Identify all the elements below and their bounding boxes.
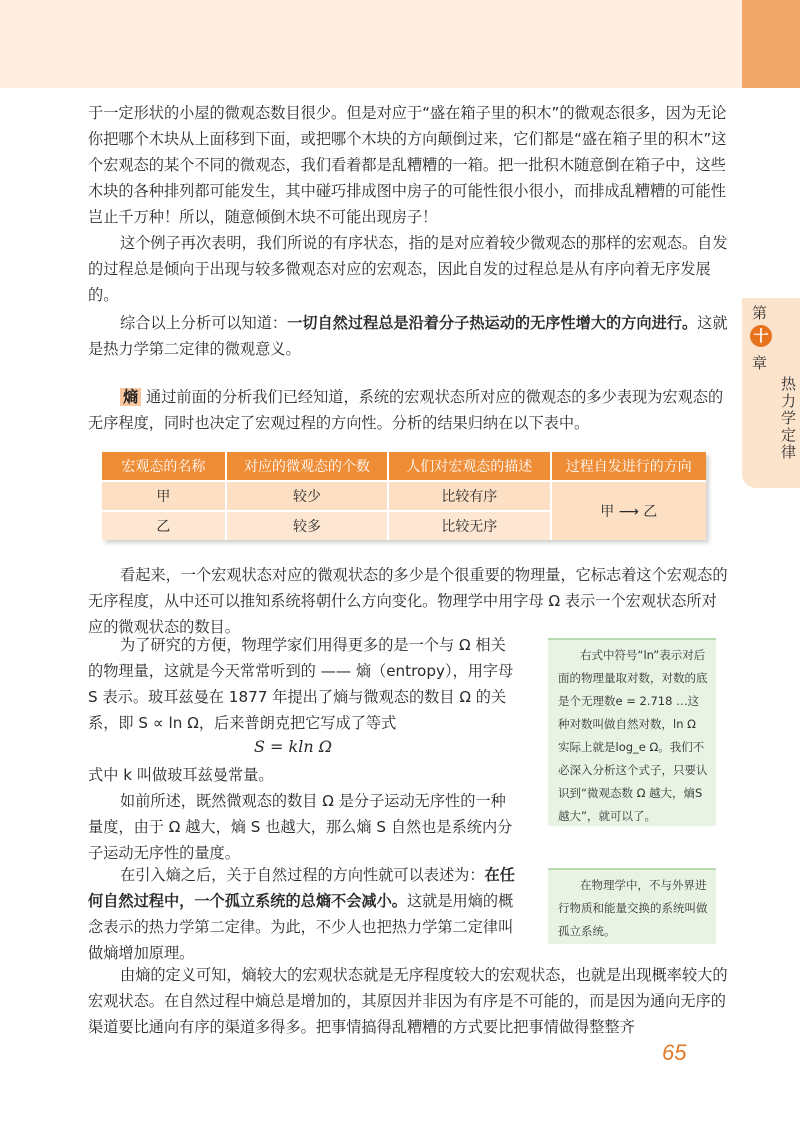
sidenote-isolated-text: 在物理学中，不与外界进行物质和能量交换的系统叫做孤立系统。 bbox=[558, 878, 708, 938]
p9-tail: 这就是用熵的概念表示的热力学第二定律。为此，不少人也把热力学第二定律叫做熵增加原理。 bbox=[88, 892, 514, 962]
chapter-title: 热力学定律 bbox=[779, 376, 797, 461]
p9-lead: 在引入熵之后，关于自然过程的方向性就可以表述为： bbox=[120, 866, 485, 884]
chapter-number: 十 bbox=[750, 325, 772, 347]
paragraph-7: 式中 k 叫做玻耳兹曼常量。 bbox=[88, 766, 274, 784]
chapter-tab bbox=[742, 298, 800, 488]
table-cell: 比较有序 bbox=[388, 481, 550, 511]
table-header: 宏观态的名称 bbox=[102, 452, 226, 481]
term-entropy: 熵 bbox=[120, 388, 141, 406]
p3-emphasis: 一切自然过程总是沿着分子热运动的无序性增大的方向进行。 bbox=[287, 314, 698, 332]
table-cell: 较少 bbox=[226, 481, 388, 511]
macrostate-table bbox=[102, 452, 706, 540]
paragraph-3 bbox=[88, 310, 728, 362]
p3-lead: 综合以上分析可以知道： bbox=[120, 314, 288, 332]
formula-entropy: S = kln Ω bbox=[254, 737, 333, 756]
sidenote-isolated-system bbox=[548, 868, 716, 944]
table-header: 人们对宏观态的描述 bbox=[388, 452, 550, 481]
paragraph-1: 于一定形状的小屋的微观态数目很少。但是对应于“盛在箱子里的积木”的微观态很多，因为无论你把哪个木块从上面移到下面，或把哪个木块的方向颠倒过来，它们都是“盛在箱子里的积木”这个宏观态的某个不同的微观态，我们看着都是乱糟糟的一箱。把一批积木随意倒在箱子中，这些木块的各种排列都可能发生，其中碰巧排成图中房子的可能性很小很小，而排成乱糟糟的可能性岂止千万种！所以，随意倾倒木块不可能出现房子！ bbox=[88, 104, 727, 226]
paragraph-entropy-intro bbox=[88, 384, 728, 436]
table-cell: 较多 bbox=[226, 511, 388, 540]
page-number: 65 bbox=[662, 1040, 687, 1065]
p4-text: 通过前面的分析我们已经知道，系统的宏观状态所对应的微观态的多少表现为宏观态的无序程度，同时也决定了宏观过程的方向性。分析的结果归纳在以下表中。 bbox=[88, 388, 724, 432]
table-header: 过程自发进行的方向 bbox=[551, 452, 707, 481]
table-header-row bbox=[102, 452, 706, 481]
paragraph-8: 如前所述，既然微观态的数目 Ω 是分子运动无序性的一种量度，由于 Ω 越大，熵 S 也越大，那么熵 S 自然也是系统内分子运动无序性的量度。 bbox=[88, 792, 513, 862]
table-cell: 乙 bbox=[102, 511, 226, 540]
paragraph-5: 看起来，一个宏观状态对应的微观状态的多少是个很重要的物理量，它标志着这个宏观态的无序程度，从中还可以推知系统将朝什么方向变化。物理学中用字母 Ω 表示一个宏观状态所对应的微观状态的数目。 bbox=[88, 566, 728, 636]
paragraph-10: 由熵的定义可知，熵较大的宏观状态就是无序程度较大的宏观状态，也就是出现概率较大的宏观状态。在自然过程中熵总是增加的，其原因并非因为有序是不可能的，而是因为通向无序的渠道要比通向有序的渠道多得多。把事情搞得乱糟糟的方式要比把事情做得整整齐 bbox=[88, 966, 728, 1036]
chapter-prefix: 第 bbox=[752, 304, 768, 322]
table-cell: 比较无序 bbox=[388, 511, 550, 540]
direction-cell: 甲 ⟶ 乙 bbox=[551, 481, 707, 540]
table-header: 对应的微观态的个数 bbox=[226, 452, 388, 481]
chapter-suffix: 章 bbox=[752, 354, 768, 372]
p3-tail: 这就是热力学第二定律的微观意义。 bbox=[88, 314, 728, 358]
paragraph-6: 为了研究的方便，物理学家们用得更多的是一个与 Ω 相关的物理量，这就是今天常常听到的 —— 熵（entropy），用字母 S 表示。玻耳兹曼在 1877 年提出了熵与微观态的数目 Ω 的关系，即 S ∝ ln Ω，后来普朗克把它写成了等式 bbox=[88, 636, 514, 732]
paragraph-9 bbox=[88, 862, 520, 966]
paragraph-2: 这个例子再次表明，我们所说的有序状态，指的是对应着较少微观态的那样的宏观态。自发的过程总是倾向于出现与较多微观态对应的宏观态，因此自发的过程总是从有序向着无序发展的。 bbox=[88, 234, 728, 304]
sidenote-ln bbox=[548, 638, 716, 826]
header-tab bbox=[742, 0, 800, 88]
sidenote-ln-text: 右式中符号“ln”表示对后面的物理量取对数，对数的底是个无理数e = 2.718 …这种对数叫做自然对数，ln Ω 实际上就是log_e Ω。我们不必深入分析这个式子，只要认识到“微观态数 Ω 越大，熵S越大”，就可以了。 bbox=[558, 648, 708, 823]
p9-emphasis: 在任何自然过程中，一个孤立系统的总熵不会减小。 bbox=[88, 866, 515, 910]
table-row bbox=[102, 481, 706, 511]
header-band bbox=[0, 0, 742, 88]
table-cell: 甲 bbox=[102, 481, 226, 511]
